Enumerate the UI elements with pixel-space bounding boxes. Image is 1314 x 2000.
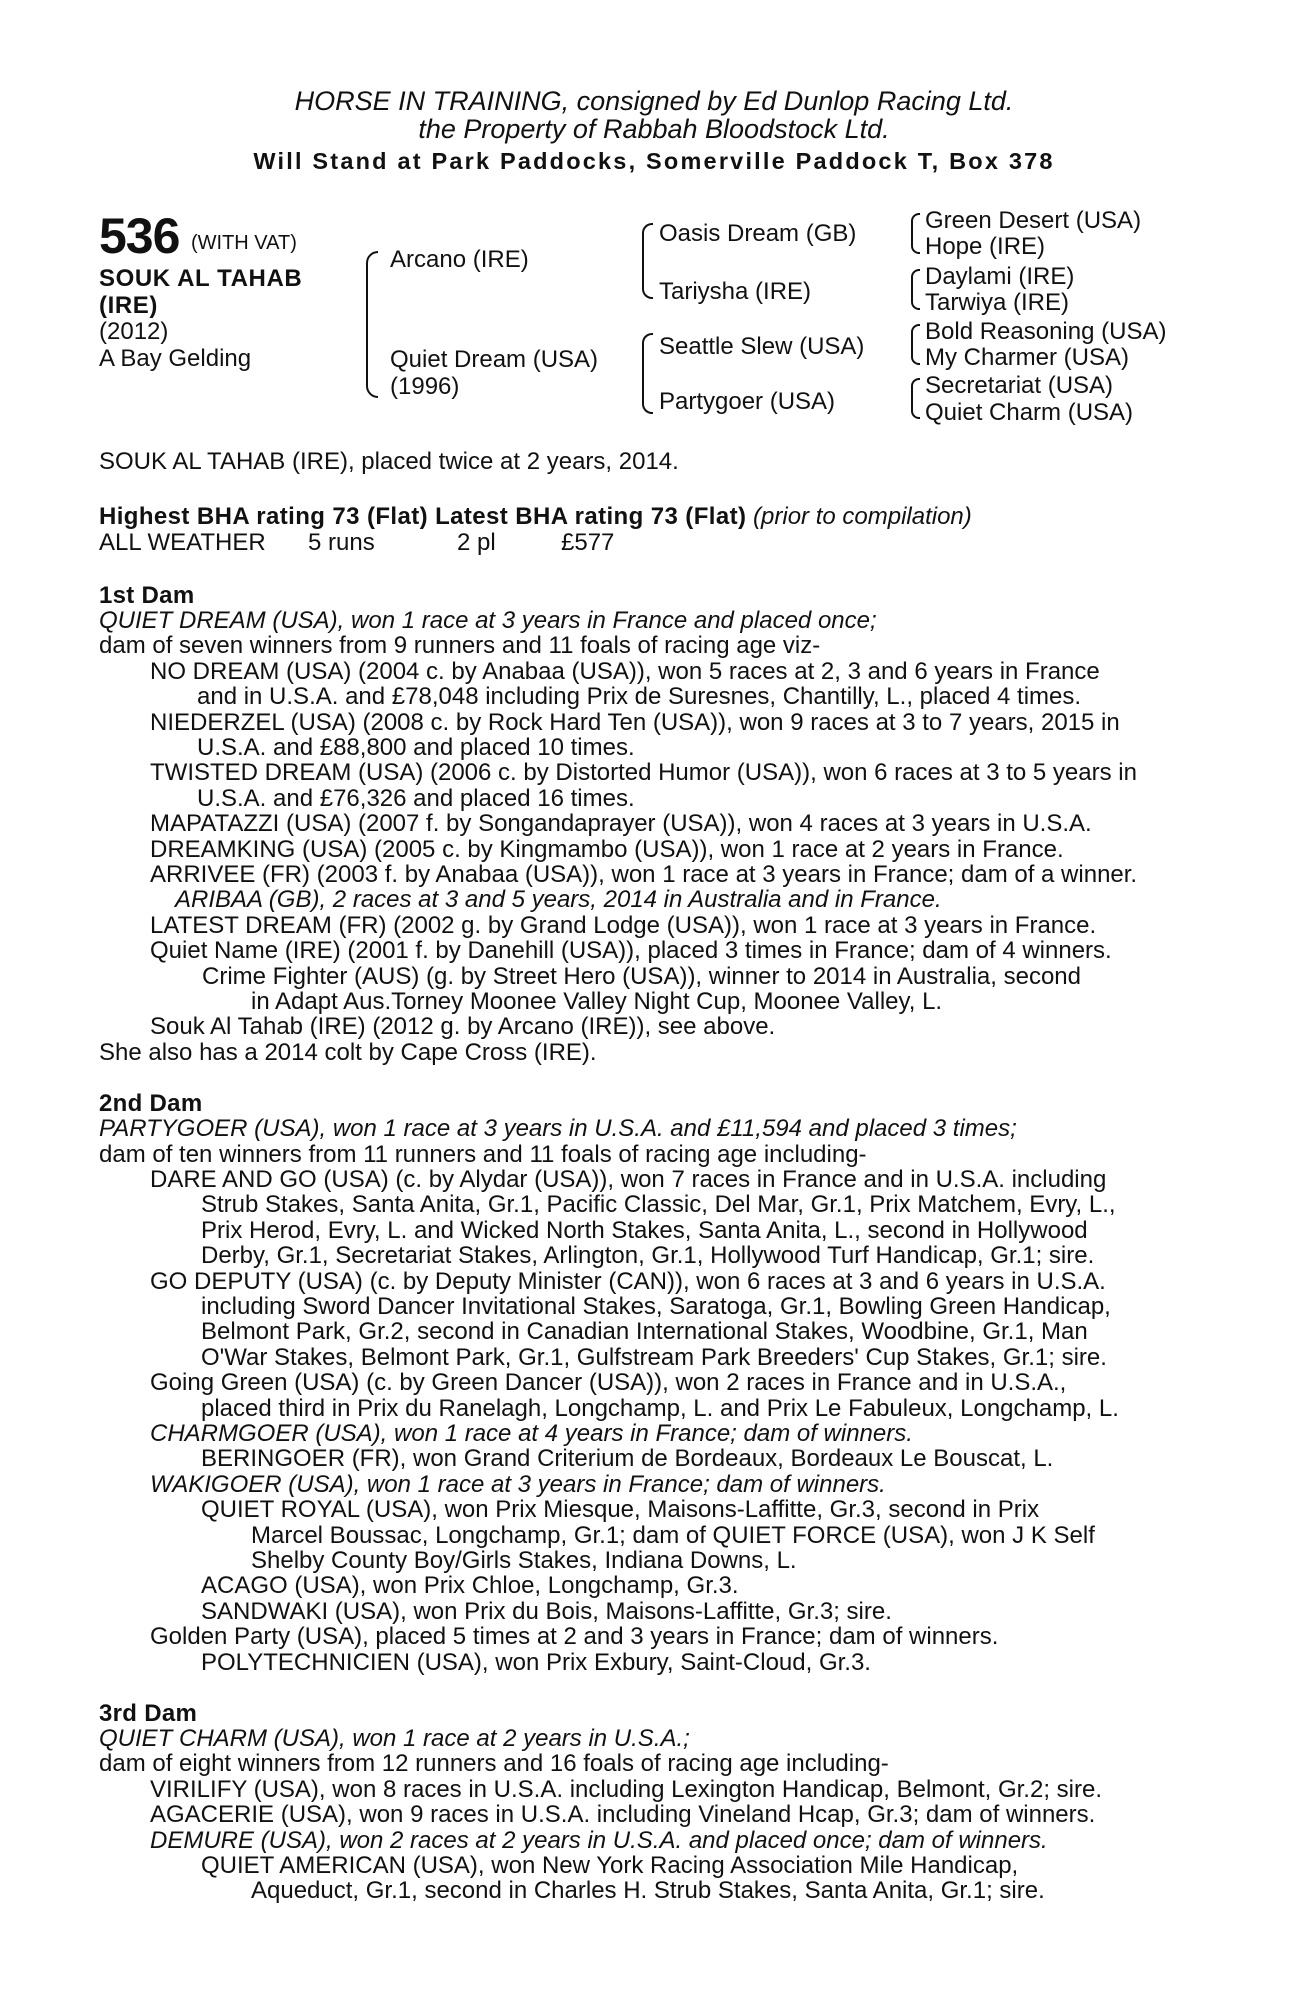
- grandsire-7: Secretariat (USA): [925, 372, 1114, 399]
- dam2-line-16: QUIET ROYAL (USA), won Prix Miesque, Maisons-Laffitte, Gr.3, second in Prix: [201, 1496, 1040, 1523]
- dam2-line-8: including Sword Dancer Invitational Stakes, Saratoga, Gr.1, Bowling Green Handicap,: [201, 1293, 1111, 1320]
- pedigree-bracket-g56: [911, 324, 920, 365]
- rating-line: Highest BHA rating 73 (Flat) Latest BHA rating 73 (Flat) (prior to compilation): [99, 503, 972, 530]
- dam-year: (1996): [390, 373, 460, 400]
- placed-count: 2 pl: [457, 529, 496, 556]
- dam2-line-14: BERINGOER (FR), won Grand Criterium de Bordeaux, Bordeaux Le Bouscat, L.: [201, 1445, 1054, 1472]
- consignor-line: HORSE IN TRAINING, consigned by Ed Dunlop Racing Ltd.: [294, 86, 1014, 116]
- dam2-line-4: Strub Stakes, Santa Anita, Gr.1, Pacific Classic, Del Mar, Gr.1, Prix Matchem, Evry, L.,: [201, 1191, 1116, 1218]
- surface-label: ALL WEATHER: [99, 529, 266, 556]
- lot-number: 536: [99, 208, 180, 264]
- horse-name-suffix: (IRE): [99, 292, 158, 319]
- grandsire-4: Tarwiya (IRE): [925, 289, 1070, 316]
- dam2-line-12: placed third in Prix du Ranelagh, Longchamp, L. and Prix Le Fabuleux, Longchamp, L.: [201, 1395, 1119, 1422]
- dam1-line-13: LATEST DREAM (FR) (2002 g. by Grand Lodge (USA)), won 1 race at 3 years in France.: [150, 912, 1097, 939]
- grandsire-6: My Charmer (USA): [925, 344, 1130, 371]
- dam: Quiet Dream (USA): [390, 346, 599, 373]
- sire-sire: Oasis Dream (GB): [659, 220, 857, 247]
- dam1-line-5: NIEDERZEL (USA) (2008 c. by Rock Hard Ten (USA)), won 9 races at 3 to 7 years, 2015 in: [150, 709, 1120, 736]
- dam1-line-10: DREAMKING (USA) (2005 c. by Kingmambo (USA)), won 1 race at 2 years in France.: [150, 836, 1064, 863]
- stand-location: Will Stand at Park Paddocks, Somerville Paddock T, Box 378: [253, 148, 1055, 174]
- pedigree-bracket-g12: [911, 213, 920, 254]
- dam-sire: Seattle Slew (USA): [659, 333, 865, 360]
- dam2-line-5: Prix Herod, Evry, L. and Wicked North Stakes, Santa Anita, L., second in Hollywood: [201, 1217, 1088, 1244]
- dam1-line-11: ARRIVEE (FR) (2003 f. by Anabaa (USA)), won 1 race at 3 years in France; dam of a winner.: [150, 861, 1138, 888]
- dam1-line-17: Souk Al Tahab (IRE) (2012 g. by Arcano (IRE)), see above.: [150, 1013, 776, 1040]
- dam3-line-2: dam of eight winners from 12 runners and 16 foals of racing age including-: [99, 1750, 889, 1777]
- grandsire-1: Green Desert (USA): [925, 207, 1142, 234]
- pedigree-bracket-g78: [911, 378, 920, 419]
- grandsire-3: Daylami (IRE): [925, 263, 1075, 290]
- dam2-line-20: SANDWAKI (USA), won Prix du Bois, Maisons-Laffitte, Gr.3; sire.: [201, 1598, 892, 1625]
- dam2-line-6: Derby, Gr.1, Secretariat Stakes, Arlington, Gr.1, Hollywood Turf Handicap, Gr.1; sire.: [201, 1242, 1095, 1269]
- dam2-line-18: Shelby County Boy/Girls Stakes, Indiana Downs, L.: [251, 1547, 797, 1574]
- pedigree-bracket-g34: [911, 269, 920, 310]
- second-dam-heading: 2nd Dam: [99, 1090, 203, 1117]
- dam3-line-6: QUIET AMERICAN (USA), won New York Racing Association Mile Handicap,: [201, 1852, 1019, 1879]
- dam2-line-17: Marcel Boussac, Longchamp, Gr.1; dam of QUIET FORCE (USA), won J K Self: [251, 1522, 1095, 1549]
- dam1-line-6: U.S.A. and £88,800 and placed 10 times.: [197, 734, 635, 761]
- dam3-line-4: AGACERIE (USA), won 9 races in U.S.A. including Vineland Hcap, Gr.3; dam of winners.: [150, 1801, 1096, 1828]
- dam3-line-7: Aqueduct, Gr.1, second in Charles H. Strub Stakes, Santa Anita, Gr.1; sire.: [251, 1877, 1045, 1904]
- property-line: the Property of Rabbah Bloodstock Ltd.: [418, 114, 890, 144]
- dam1-line-16: in Adapt Aus.Torney Moonee Valley Night Cup, Moonee Valley, L.: [251, 988, 943, 1015]
- dam2-line-13: CHARMGOER (USA), won 1 race at 4 years in France; dam of winners.: [150, 1420, 913, 1447]
- foaling-year: (2012): [99, 318, 169, 345]
- dam2-line-1: PARTYGOER (USA), won 1 race at 3 years in U.S.A. and £11,594 and placed 3 times;: [99, 1115, 1017, 1142]
- dam1-line-4: and in U.S.A. and £78,048 including Prix de Suresnes, Chantilly, L., placed 4 times.: [197, 683, 1082, 710]
- dam2-line-22: POLYTECHNICIEN (USA), won Prix Exbury, Saint-Cloud, Gr.3.: [201, 1649, 871, 1676]
- dam-dam: Partygoer (USA): [659, 388, 836, 415]
- dam2-line-7: GO DEPUTY (USA) (c. by Deputy Minister (CAN)), won 6 races at 3 and 6 years in U.S.A.: [150, 1268, 1106, 1295]
- grandsire-5: Bold Reasoning (USA): [925, 318, 1167, 345]
- vat-note: (WITH VAT): [191, 232, 297, 254]
- dam1-line-15: Crime Fighter (AUS) (g. by Street Hero (USA)), winner to 2014 in Australia, second: [202, 963, 1081, 990]
- third-dam-heading: 3rd Dam: [99, 1700, 198, 1727]
- first-dam-heading: 1st Dam: [99, 582, 195, 609]
- dam2-line-11: Going Green (USA) (c. by Green Dancer (USA)), won 2 races in France and in U.S.A.,: [150, 1369, 1067, 1396]
- dam1-line-1: QUIET DREAM (USA), won 1 race at 3 years in France and placed once;: [99, 607, 877, 634]
- horse-description: A Bay Gelding: [99, 345, 252, 372]
- dam1-line-7: TWISTED DREAM (USA) (2006 c. by Distorted Humor (USA)), won 6 races at 3 to 5 years in: [150, 759, 1137, 786]
- dam1-line-9: MAPATAZZI (USA) (2007 f. by Songandaprayer (USA)), won 4 races at 3 years in U.S.A.: [150, 810, 1092, 837]
- dam1-line-2: dam of seven winners from 9 runners and 11 foals of racing age viz-: [99, 632, 821, 659]
- pedigree-bracket-sire-line: [642, 223, 653, 299]
- dam3-line-3: VIRILIFY (USA), won 8 races in U.S.A. including Lexington Handicap, Belmont, Gr.2; sire.: [150, 1776, 1102, 1803]
- dam2-line-19: ACAGO (USA), won Prix Chloe, Longchamp, Gr.3.: [201, 1572, 739, 1599]
- dam1-line-3: NO DREAM (USA) (2004 c. by Anabaa (USA)), won 5 races at 2, 3 and 6 years in France: [150, 658, 1100, 685]
- dam3-line-5: DEMURE (USA), won 2 races at 2 years in U.S.A. and placed once; dam of winners.: [150, 1827, 1048, 1854]
- dam1-line-14: Quiet Name (IRE) (2001 f. by Danehill (USA)), placed 3 times in France; dam of 4 winners.: [150, 937, 1112, 964]
- sire-dam: Tariysha (IRE): [659, 278, 812, 305]
- race-summary: SOUK AL TAHAB (IRE), placed twice at 2 years, 2014.: [99, 448, 679, 475]
- dam1-line-18: She also has a 2014 colt by Cape Cross (IRE).: [99, 1039, 597, 1066]
- dam3-line-1: QUIET CHARM (USA), won 1 race at 2 years in U.S.A.;: [99, 1725, 690, 1752]
- dam2-line-3: DARE AND GO (USA) (c. by Alydar (USA)), won 7 races in France and in U.S.A. including: [150, 1166, 1107, 1193]
- grandsire-2: Hope (IRE): [925, 233, 1046, 260]
- grandsire-8: Quiet Charm (USA): [925, 399, 1134, 426]
- dam2-line-10: O'War Stakes, Belmont Park, Gr.1, Gulfstream Park Breeders' Cup Stakes, Gr.1; sire.: [201, 1344, 1107, 1371]
- dam2-line-15: WAKIGOER (USA), won 1 race at 3 years in France; dam of winners.: [150, 1471, 886, 1498]
- dam1-line-8: U.S.A. and £76,326 and placed 16 times.: [197, 785, 635, 812]
- pedigree-bracket-dam-line: [642, 333, 653, 414]
- runs-count: 5 runs: [308, 529, 375, 556]
- dam2-line-9: Belmont Park, Gr.2, second in Canadian International Stakes, Woodbine, Gr.1, Man: [201, 1318, 1088, 1345]
- dam1-line-12: ARIBAA (GB), 2 races at 3 and 5 years, 2014 in Australia and in France.: [175, 886, 942, 913]
- dam2-line-2: dam of ten winners from 11 runners and 11 foals of racing age including-: [99, 1141, 867, 1168]
- earnings: £577: [561, 529, 615, 556]
- horse-name: SOUK AL TAHAB: [99, 265, 303, 292]
- pedigree-bracket-sire-dam: [366, 251, 378, 398]
- dam2-line-21: Golden Party (USA), placed 5 times at 2 and 3 years in France; dam of winners.: [150, 1623, 999, 1650]
- sire: Arcano (IRE): [390, 246, 529, 273]
